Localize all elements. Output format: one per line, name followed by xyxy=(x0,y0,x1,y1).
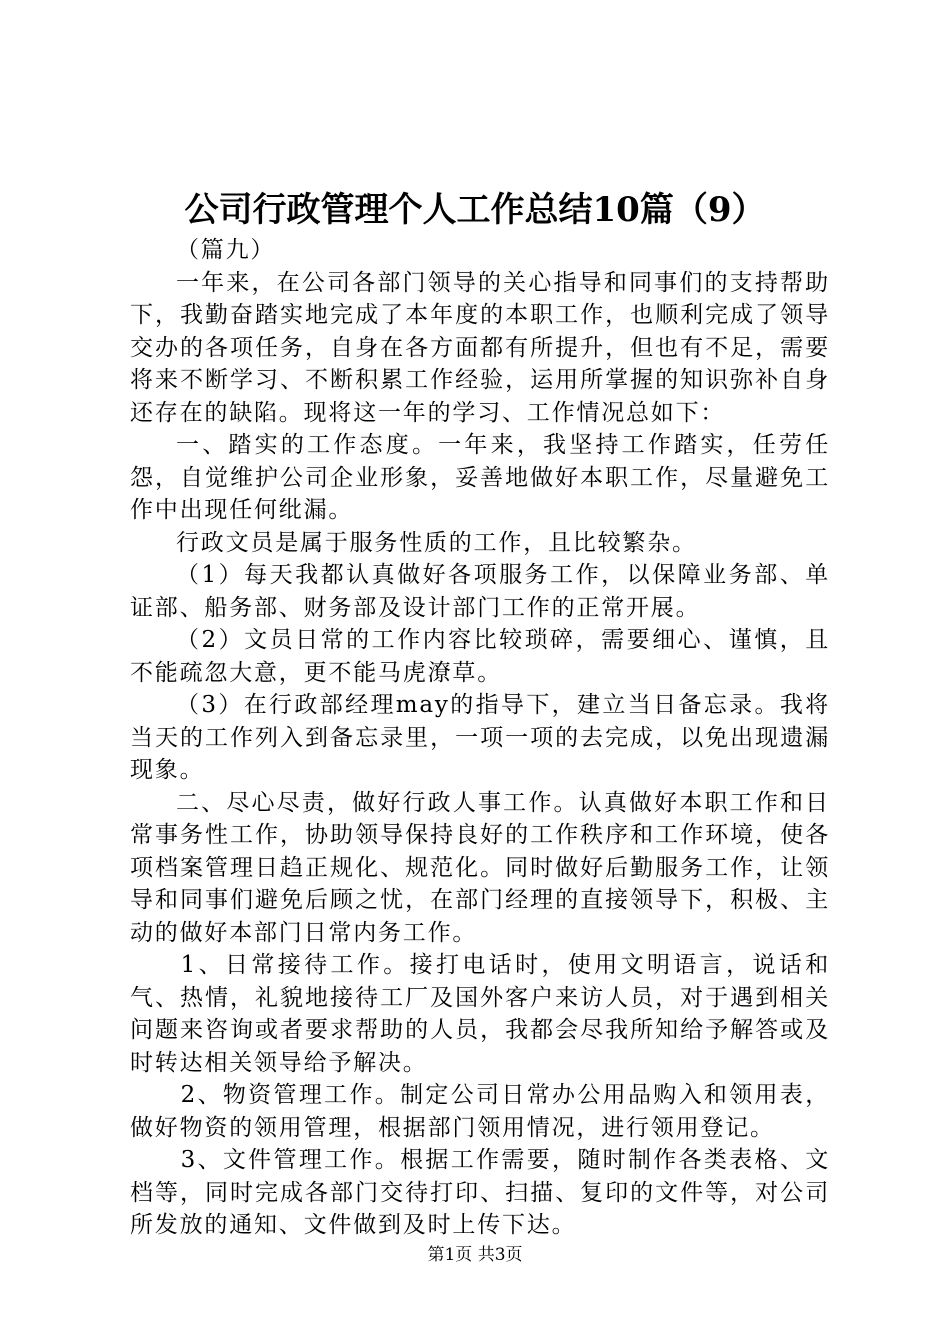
document-title: 公司行政管理个人工作总结10篇（9） xyxy=(184,190,766,230)
reception-paragraph: 1、日常接待工作。接打电话时，使用文明语言，说话和气、热情，礼貌地接待工厂及国外客户来访人员，对于遇到相关问题来咨询或者要求帮助的人员，我都会尽我所知给予解答或及时转达相关领导给予解决。 xyxy=(130,952,830,1076)
document-body xyxy=(130,234,830,1242)
item-3-paragraph: （3）在行政部经理may的指导下，建立当日备忘录。我将当天的工作列入到备忘录里，一项一项的去完成，以免出现遗漏现象。 xyxy=(130,692,830,783)
section-two-paragraph: 二、尽心尽责，做好行政人事工作。认真做好本职工作和日常事务性工作，协助领导保持良好的工作秩序和工作环境，使各项档案管理日趋正规化、规范化。同时做好后勤服务工作，让领导和同事们避免后顾之忧，在部门经理的直接领导下，积极、主动的做好本部门日常内务工作。 xyxy=(130,789,830,946)
item-1-paragraph: （1）每天我都认真做好各项服务工作，以保障业务部、单证部、船务部、财务部及设计部门工作的正常开展。 xyxy=(130,562,830,621)
page-number: 第1页 共3页 xyxy=(427,1245,523,1265)
documents-paragraph: 3、文件管理工作。根据工作需要，随时制作各类表格、文档等，同时完成各部门交待打印、扫描、复印的文件等，对公司所发放的通知、文件做到及时上传下达。 xyxy=(130,1147,830,1238)
item-2-paragraph: （2）文员日常的工作内容比较琐碎，需要细心、谨慎，且不能疏忽大意，更不能马虎潦草。 xyxy=(130,627,830,686)
section-one-paragraph: 一、踏实的工作态度。一年来，我坚持工作踏实，任劳任怨，自觉维护公司企业形象，妥善地做好本职工作，尽量避免工作中出现任何纰漏。 xyxy=(130,432,830,523)
supplies-paragraph: 2、物资管理工作。制定公司日常办公用品购入和领用表，做好物资的领用管理，根据部门领用情况，进行领用登记。 xyxy=(130,1082,830,1141)
intro-paragraph: 一年来，在公司各部门领导的关心指导和同事们的支持帮助下，我勤奋踏实地完成了本年度的本职工作，也顺利完成了领导交办的各项任务，自身在各方面都有所提升，但也有不足，需要将来不断学习、不断积累工作经验，运用所掌握的知识弥补自身还存在的缺陷。现将这一年的学习、工作情况总如下： xyxy=(130,269,830,426)
section-label: （篇九） xyxy=(176,237,276,263)
clerk-nature-paragraph: 行政文员是属于服务性质的工作，且比较繁杂。 xyxy=(176,529,697,556)
